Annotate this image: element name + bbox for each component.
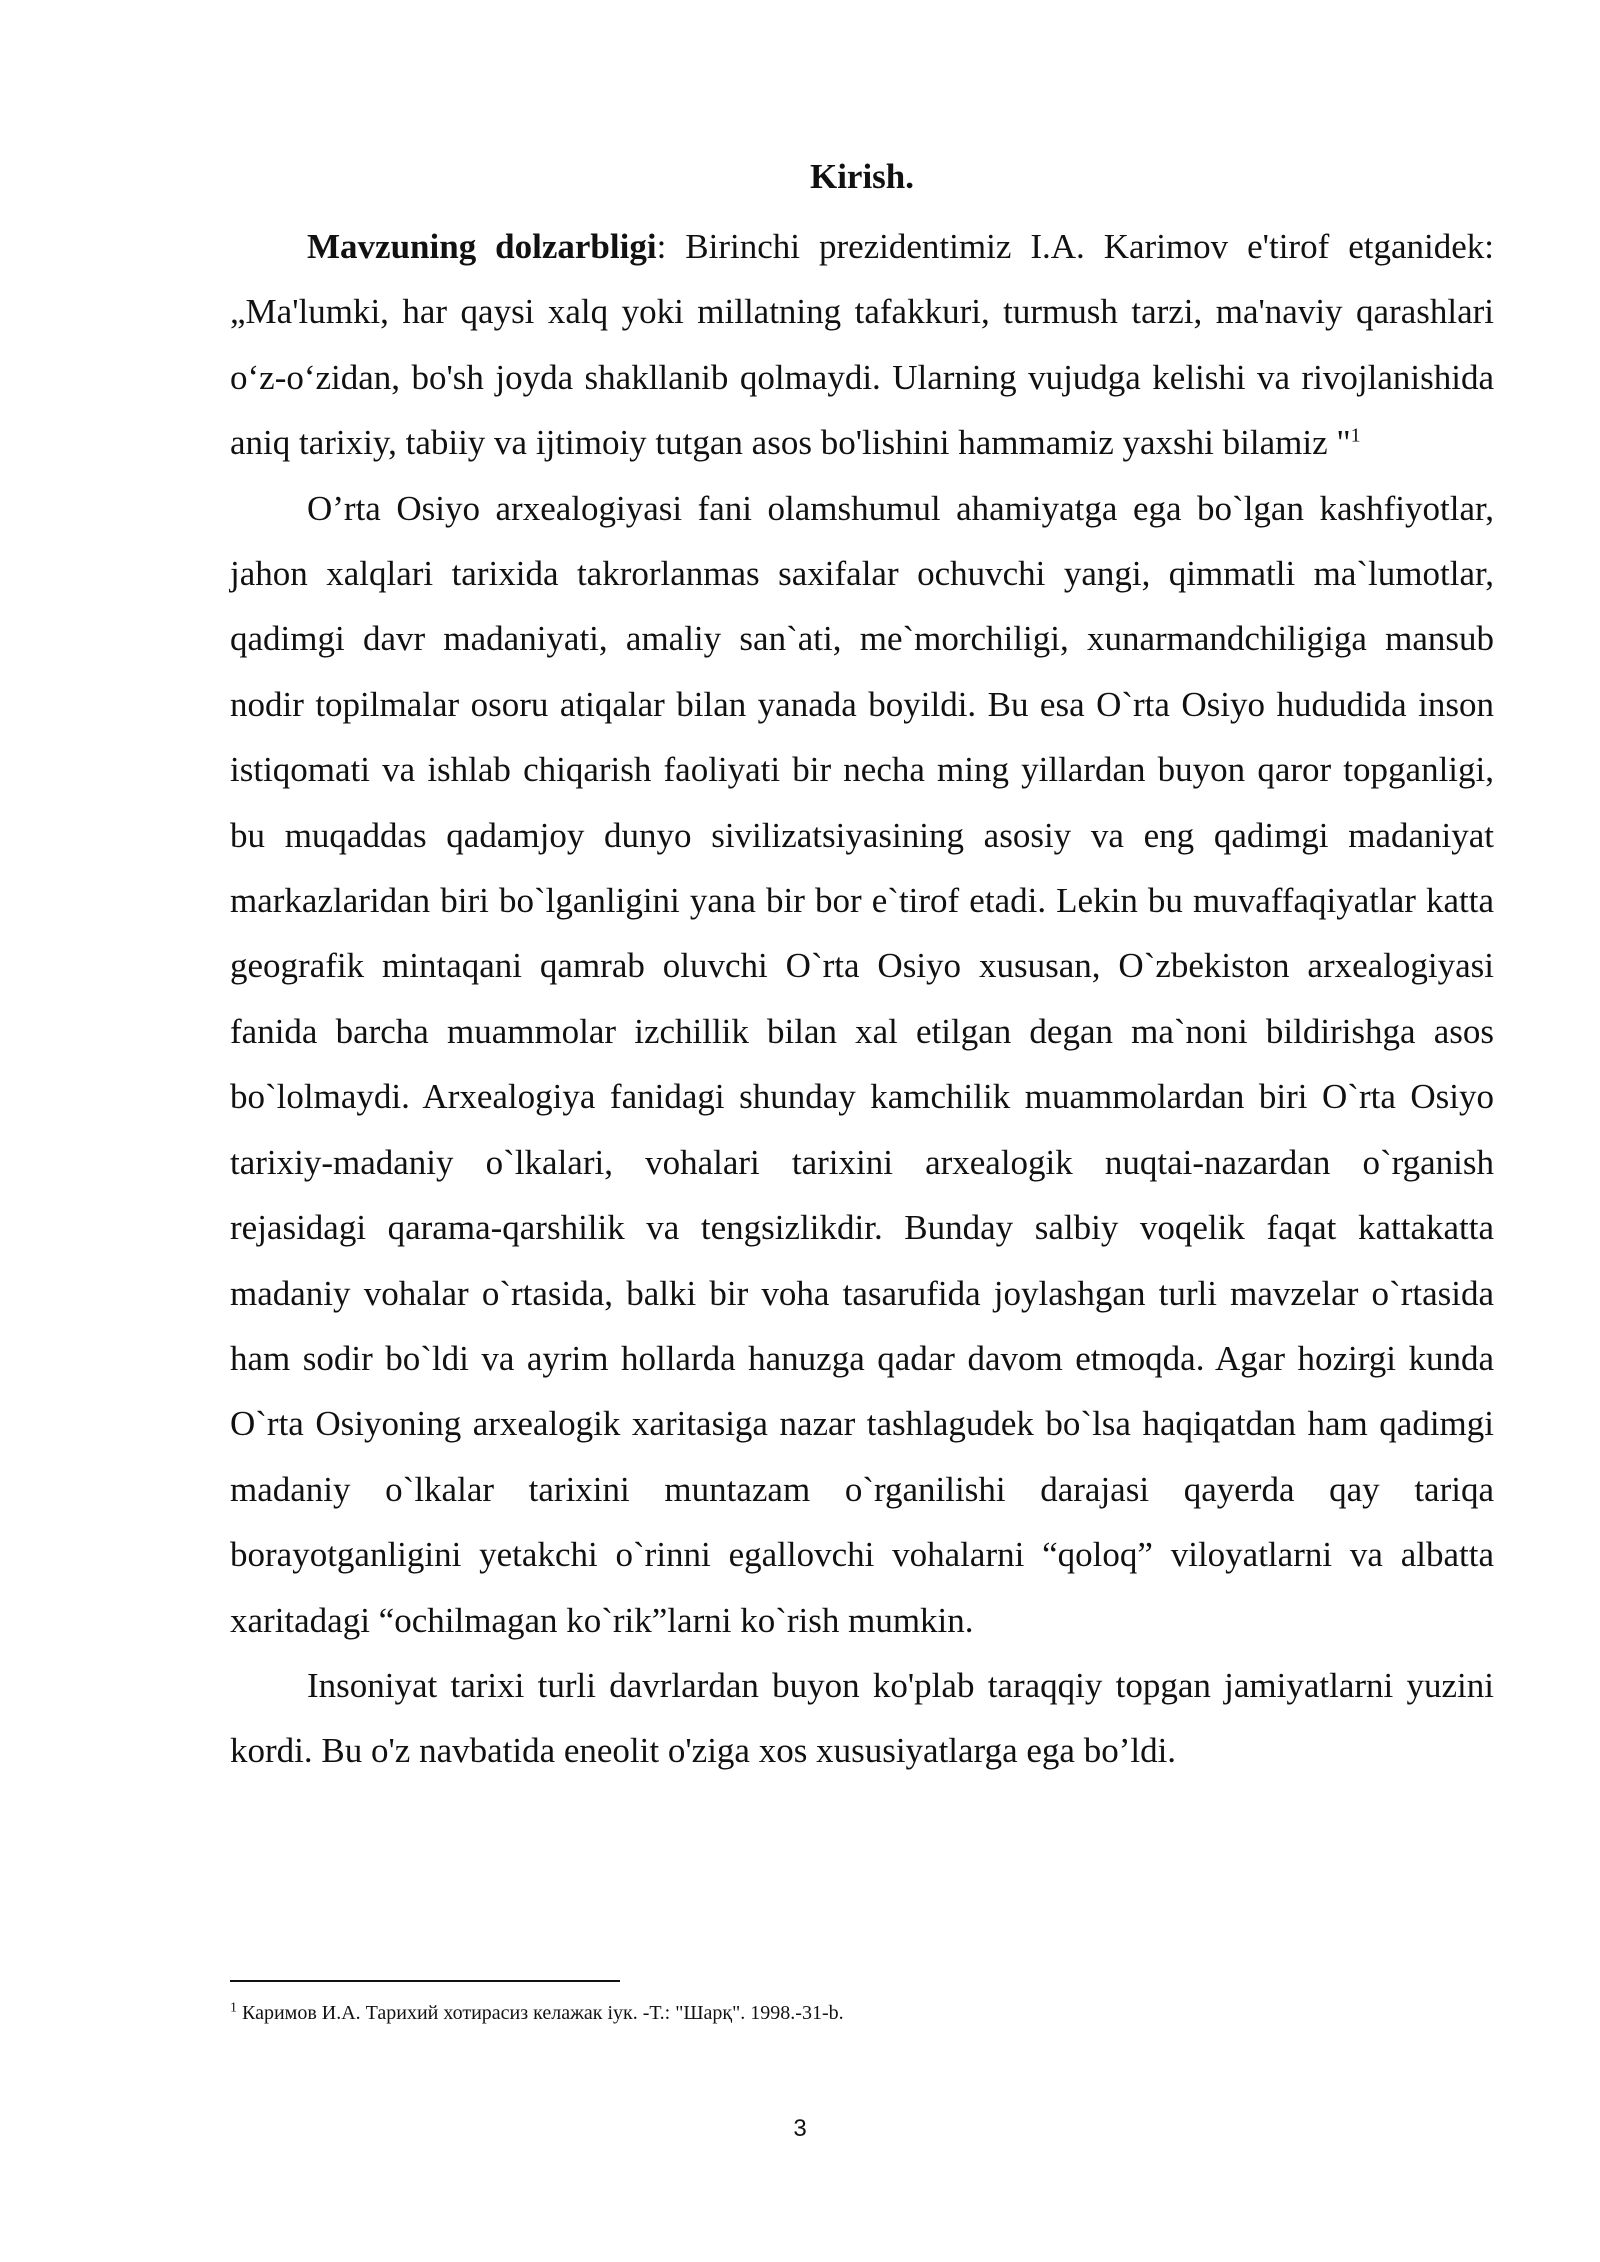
- footnote-number: 1: [230, 2000, 237, 2016]
- paragraph-relevance: [230, 214, 1494, 476]
- page-title: Kirish.: [809, 157, 915, 196]
- paragraph-history: Insoniyat tarixi turli davrlardan buyon ko'plab taraqqiy topgan jamiyatlarni yuzini kordi. Bu o'z navbatida eneolit o'ziga xos xususiyatlarga ega bo’ldi.: [230, 1665, 1494, 1771]
- paragraph-lead: Mavzuning dolzarbligi: [307, 227, 657, 266]
- footnote-divider: [230, 1980, 620, 1982]
- footnote-reference[interactable]: 1: [1350, 424, 1361, 447]
- page-number: 3: [793, 2115, 807, 2142]
- paragraph-text: : Birinchi prezidentimiz I.A. Karimov e'tirof etganidek: „Ma'lumki, har qaysi xalq yoki millatning tafakkuri, turmush tarzi, ma'naviy qarashlari o‘z-o‘zidan, bo'sh joyda shakllanib qolmaydi. Ularning vujudga kelishi va rivojlanishida aniq tarixiy, tabiiy va ijtimoiy tutgan asos bo'lishini hammamiz yaxshi bilamiz ": [230, 227, 1494, 463]
- paragraph-archaeology: O’rta Osiyo arxealogiyasi fani olamshumul ahamiyatga ega bo`lgan kashfiyotlar, jahon xalqlari tarixida takrorlanmas saxifalar ochuvchi yangi, qimmatli ma`lumotlar, qadimgi davr madaniyati, amaliy san`ati, me`morchiligi, xunarmandchiligiga mansub nodir topilmalar osoru atiqalar bilan yanada boyildi. Bu esa O`rta Osiyo hududida inson istiqomati va ishlab chiqarish faoliyati bir necha ming yillardan buyon qaror topganligi, bu muqaddas qadamjoy dunyo sivilizatsiyasining asosiy va eng qadimgi madaniyat markazlaridan biri bo`lganligini yana bir bor e`tirof etadi. Lekin bu muvaffaqiyatlar katta geografik mintaqani qamrab oluvchi O`rta Osiyo xususan, O`zbekiston arxealogiyasi fanida barcha muammolar izchillik bilan xal etilgan degan ma`noni bildirishga asos bo`lolmaydi. Arxealogiya fanidagi shunday kamchilik muammolardan biri O`rta Osiyo tarixiy-madaniy o`lkalari, vohalari tarixini arxealogik nuqtai-nazardan o`rganish rejasidagi qarama-qarshilik va tengsizlikdir. Bunday salbiy voqelik faqat kattakatta madaniy vohalar o`rtasida, balki bir voha tasarufida joylashgan turli mavzelar o`rtasida ham sodir bo`ldi va ayrim hollarda hanuzga qadar davom etmoqda. Agar hozirgi kunda O`rta Osiyoning arxealogik xaritasiga nazar tashlagudek bo`lsa haqiqatdan ham qadimgi madaniy o`lkalar tarixini muntazam o`rganilishi darajasi qayerda qay tariqa borayotganligini yetakchi o`rinni egallovchi vohalarni “qoloq” viloyatlarni va albatta xaritadagi “ochilmagan ko`rik”larni ko`rish mumkin.: [230, 488, 1494, 1640]
- footnote: [230, 1998, 1494, 2028]
- document-page: [230, 150, 1494, 1784]
- footnote-text: Каримов И.А. Тарихий хотирасиз келажак іук. -Т.: "Шарқ". 1998.-31-b.: [237, 2002, 844, 2024]
